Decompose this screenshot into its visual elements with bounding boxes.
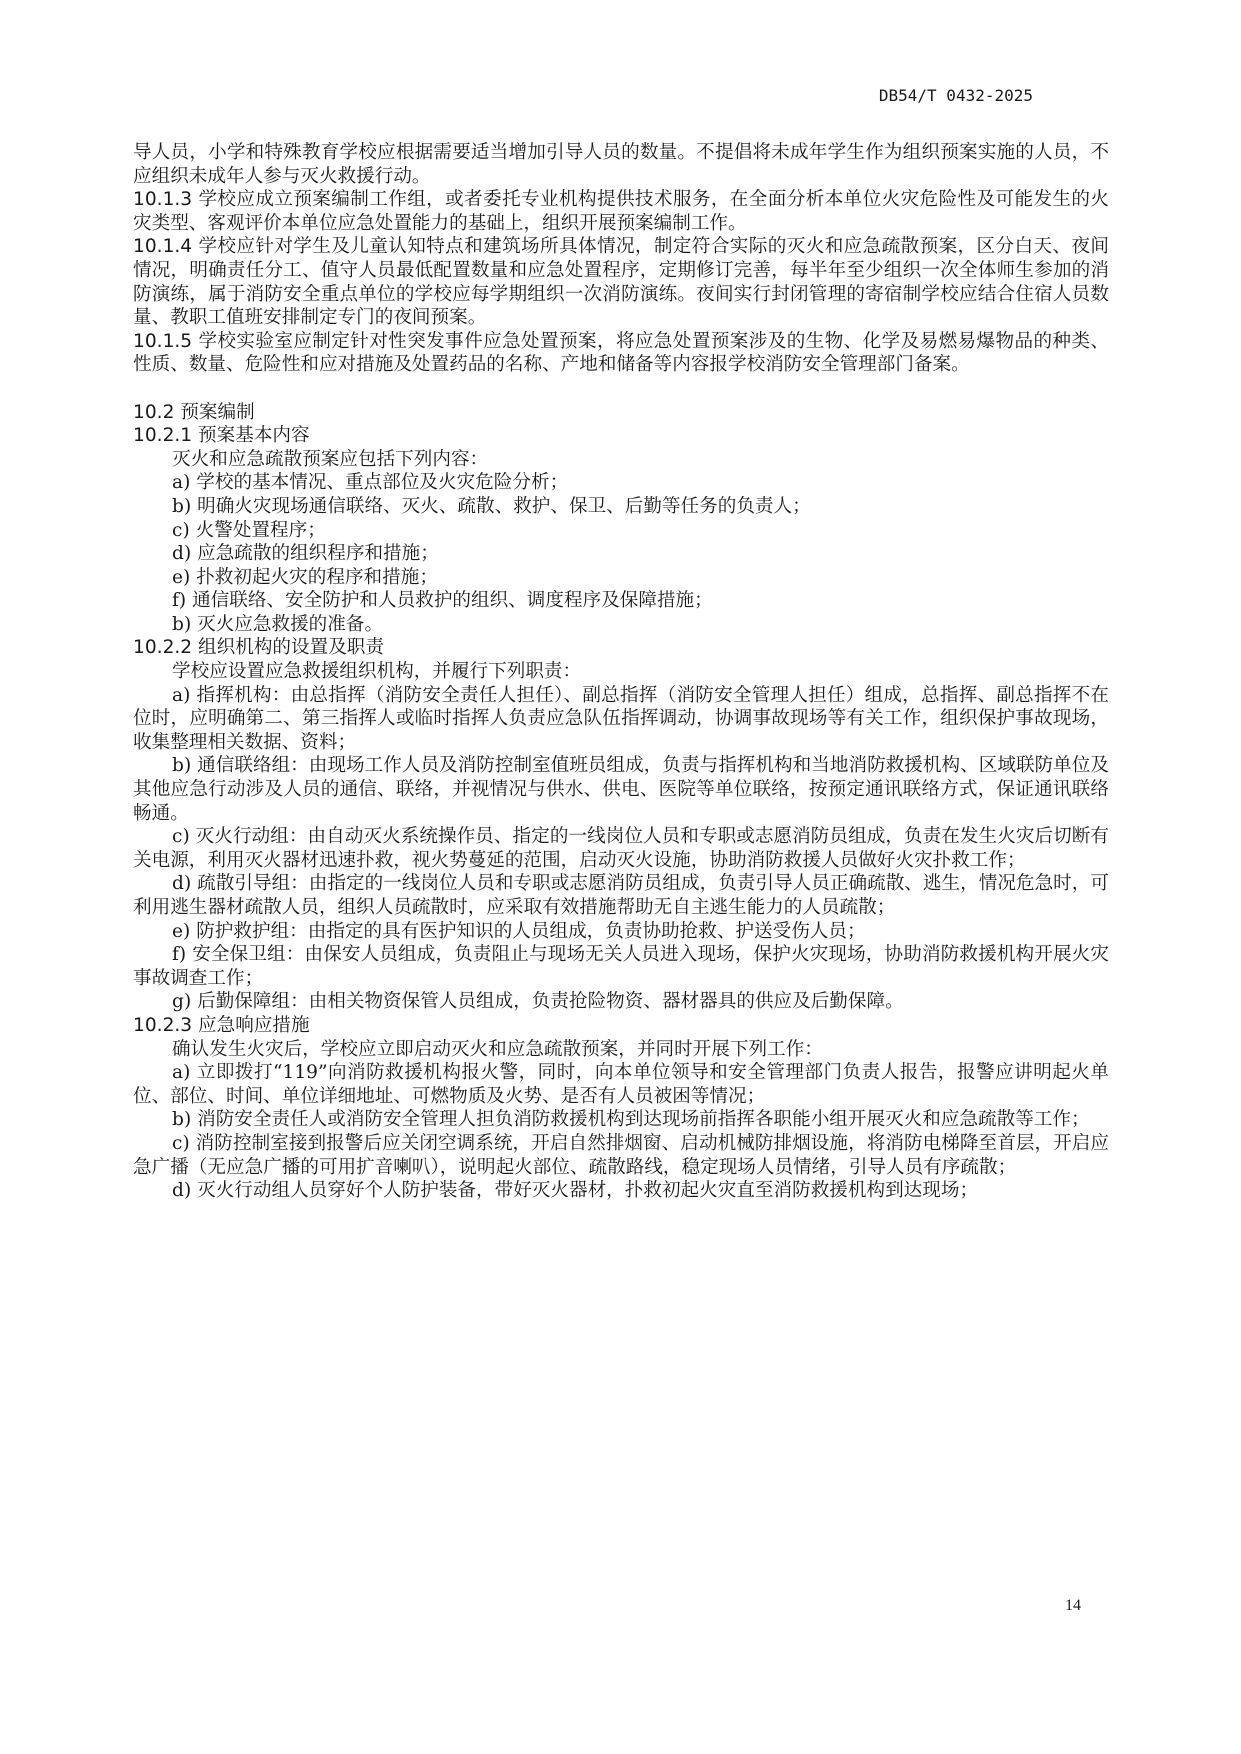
subsection-intro: 灭火和应急疏散预案应包括下列内容：: [172, 448, 489, 470]
clause-10-1-5: [133, 330, 1109, 377]
list-item: c) 灭火行动组：由自动灭火系统操作员、指定的一线岗位人员和专职或志愿消防员组成，负责在发生火灾后切断有关电源，利用灭火器材迅速扑救，视火势蔓延的范围，启动灭火设施，协助消防救援人员做好火灾扑救工作；: [133, 826, 1109, 871]
continuation-paragraph: 导人员，小学和特殊教育学校应根据需要适当增加引导人员的数量。不提倡将未成年学生作为组织预案实施的人员，不应组织未成年人参与灭火救援行动。: [133, 142, 1109, 187]
subsection-heading-10-2-2: 10.2.2 组织机构的设置及职责: [133, 637, 384, 659]
clause-text: 学校应成立预案编制工作组，或者委托专业机构提供技术服务，在全面分析本单位火灾危险性及可能发生的火灾类型、客观评价本单位应急处置能力的基础上，组织开展预案编制工作。: [133, 189, 1109, 234]
page-number: 14: [1065, 1597, 1081, 1614]
standard-code-header: DB54/T 0432-2025: [878, 86, 1033, 105]
list-item: g) 后勤保障组：由相关物资保管人员组成，负责抢险物资、器材器具的供应及后勤保障。: [172, 991, 904, 1013]
clause-number: 10.1.4: [133, 236, 193, 258]
list-item: f) 通信联络、安全防护和人员救护的组织、调度程序及保障措施；: [172, 590, 713, 612]
subsection-heading-10-2-1: 10.2.1 预案基本内容: [133, 425, 310, 447]
clause-10-1-3: [133, 188, 1109, 235]
subsection-heading-10-2-3: 10.2.3 应急响应措施: [133, 1014, 310, 1036]
list-item: a) 学校的基本情况、重点部位及火灾危险分析；: [172, 472, 569, 494]
list-item: b) 灭火应急救援的准备。: [172, 613, 384, 635]
section-heading-10-2: 10.2 预案编制: [133, 401, 255, 423]
list-item: d) 应急疏散的组织程序和措施；: [172, 543, 439, 565]
list-item: b) 消防安全责任人或消防安全管理人担负消防救援机构到达现场前指挥各职能小组开展灭火和应急疏散等工作；: [172, 1109, 1090, 1131]
list-item: b) 明确火灾现场通信联络、灭火、疏散、救护、保卫、后勤等任务的负责人；: [172, 495, 811, 517]
subsection-intro: 学校应设置应急救援组织机构，并履行下列职责：: [172, 661, 582, 683]
list-item: b) 通信联络组：由现场工作人员及消防控制室值班员组成，负责与指挥机构和当地消防救援机构、区域联防单位及其他应急行动涉及人员的通信、联络，并视情况与供水、供电、医院等单位联络，按预定通讯联络方式，保证通讯联络畅通。: [133, 755, 1109, 824]
list-item: c) 消防控制室接到报警后应关闭空调系统，开启自然排烟窗、启动机械防排烟设施，将消防电梯降至首层，开启应急广播（无应急广播的可用扩音喇叭），说明起火部位、疏散路线，稳定现场人员情绪，引导人员有序疏散；: [133, 1132, 1109, 1178]
clause-number: 10.1.5: [133, 330, 193, 352]
clause-number: 10.1.3: [133, 189, 193, 211]
section-spacer: [133, 377, 1109, 401]
document-body: [133, 141, 1109, 1203]
list-item: c) 火警处置程序；: [172, 519, 326, 541]
list-item: d) 灭火行动组人员穿好个人防护装备，带好灭火器材，扑救初起火灾直至消防救援机构到达现场；: [172, 1180, 979, 1202]
list-item: f) 安全保卫组：由保安人员组成，负责阻止与现场无关人员进入现场，保护火灾现场，协助消防救援机构开展火灾事故调查工作；: [133, 944, 1109, 989]
list-item: e) 扑救初起火灾的程序和措施；: [172, 566, 438, 588]
clause-text: 学校实验室应制定针对性突发事件应急处置预案，将应急处置预案涉及的生物、化学及易燃易爆物品的种类、性质、数量、危险性和应对措施及处置药品的名称、产地和储备等内容报学校消防安全管理部门备案。: [133, 330, 1109, 376]
list-item: a) 指挥机构：由总指挥（消防安全责任人担任）、副总指挥（消防安全管理人担任）组成，总指挥、副总指挥不在位时，应明确第二、第三指挥人或临时指挥人负责应急队伍指挥调动，协调事故现场等有关工作，组织保护事故现场，收集整理相关数据、资料；: [133, 684, 1109, 753]
clause-text: 学校应针对学生及儿童认知特点和建筑场所具体情况，制定符合实际的灭火和应急疏散预案，区分白天、夜间情况，明确责任分工、值守人员最低配置数量和应急处置程序，定期修订完善，每半年至少组织一次全体师生参加的消防演练，属于消防安全重点单位的学校应每学期组织一次消防演练。夜间实行封闭管理的寄宿制学校应结合住宿人员数量、教职工值班安排制定专门的夜间预案。: [133, 236, 1109, 329]
clause-10-1-4: [133, 235, 1109, 329]
list-item: a) 立即拨打“119”向消防救援机构报火警，同时，向本单位领导和安全管理部门负责人报告，报警应讲明起火单位、部位、时间、单位详细地址、可燃物质及火势、是否有人员被困等情况；: [133, 1062, 1109, 1107]
subsection-intro: 确认发生火灾后，学校应立即启动灭火和应急疏散预案，并同时开展下列工作：: [172, 1038, 823, 1060]
list-item: d) 疏散引导组：由指定的一线岗位人员和专职或志愿消防员组成，负责引导人员正确疏散、逃生，情况危急时，可利用逃生器材疏散人员，组织人员疏散时，应采取有效措施帮助无自主逃生能力的人员疏散；: [133, 873, 1109, 918]
list-item: e) 防护救护组：由指定的具有医护知识的人员组成，负责协助抢救、护送受伤人员；: [172, 920, 866, 942]
